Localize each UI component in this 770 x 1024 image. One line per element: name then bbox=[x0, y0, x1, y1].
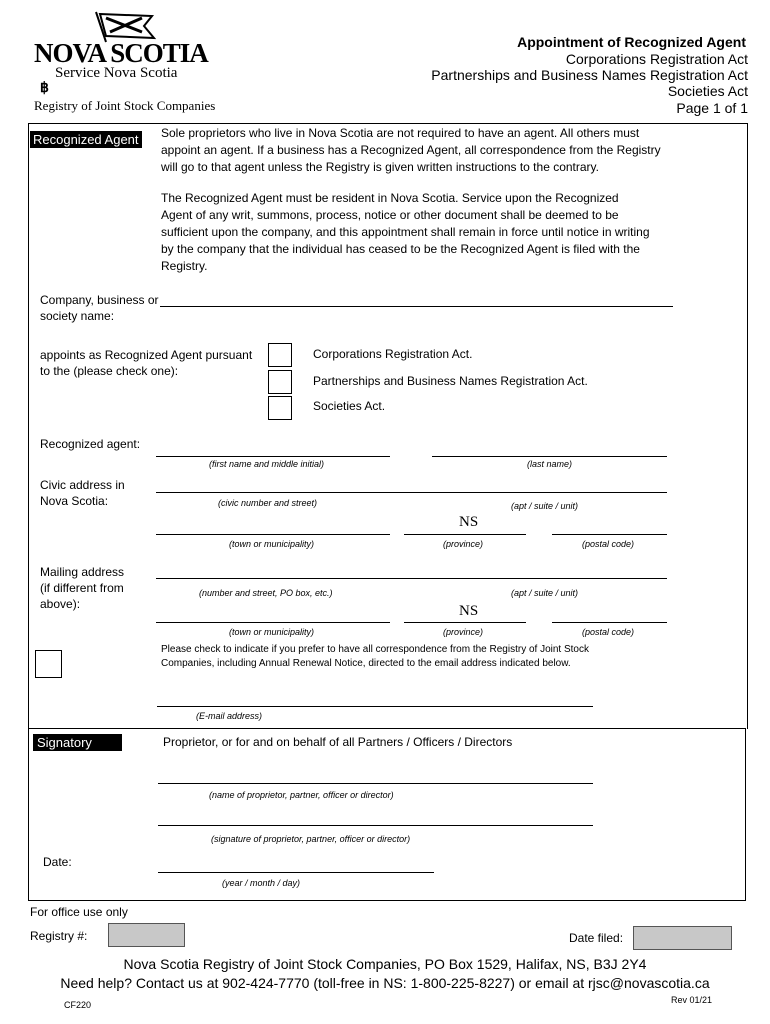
mailing-postal-caption: (postal code) bbox=[582, 627, 635, 637]
civic-town-input[interactable] bbox=[156, 534, 390, 535]
civic-province-input[interactable] bbox=[404, 534, 526, 535]
email-caption: (E-mail address) bbox=[196, 711, 263, 721]
date-input[interactable] bbox=[158, 872, 434, 873]
mailing-town-caption: (town or municipality) bbox=[229, 627, 315, 637]
signatory-signature-input[interactable] bbox=[158, 825, 593, 826]
recognized-agent-label: Recognized agent: bbox=[40, 437, 141, 451]
first-name-caption: (first name and middle initial) bbox=[209, 459, 325, 469]
logo-text: NOVA SCOTIA bbox=[34, 38, 208, 68]
signatory-section-border bbox=[28, 728, 746, 901]
civic-town-caption: (town or municipality) bbox=[229, 539, 315, 549]
date-label: Date: bbox=[43, 855, 72, 869]
mailing-province-input[interactable] bbox=[404, 622, 526, 623]
civic-province-value: NS bbox=[459, 514, 479, 530]
civic-address-label: Civic address in Nova Scotia: bbox=[40, 478, 125, 508]
civic-apt-caption: (apt / suite / unit) bbox=[511, 501, 579, 511]
mailing-apt-caption: (apt / suite / unit) bbox=[511, 588, 579, 598]
date-filed-field bbox=[633, 926, 732, 950]
agent-intro-paragraph: Sole proprietors who live in Nova Scotia are not required to have an agent. All others must appoint an agent. If a business has a Recognized Agent, all correspondence from the Registry will go to that agent unless the Registry is given written instructions to the contrary. bbox=[161, 126, 661, 174]
last-name-caption: (last name) bbox=[527, 459, 573, 469]
first-name-input[interactable] bbox=[156, 456, 390, 457]
agent-residency-paragraph: The Recognized Agent must be resident in Nova Scotia. Service upon the Recognized Agent of any writ, summons, process, notice or other document shall be deemed to be sufficient upon the company, and this appointment shall remain in force until notice in writing by the company that the individual has ceased to be the Recognized Agent is filed with the Registry. bbox=[161, 191, 650, 273]
checkbox-societies[interactable] bbox=[268, 396, 292, 420]
footer-help: Need help? Contact us at 902-424-7770 (toll-free in NS: 1-800-225-8227) or email at rjsc@novascotia.ca bbox=[60, 975, 710, 991]
office-use-title: For office use only bbox=[30, 905, 128, 919]
act-1: Corporations Registration Act bbox=[565, 51, 748, 67]
act-3: Societies Act bbox=[667, 83, 748, 99]
signatory-signature-caption: (signature of proprietor, partner, officer or director) bbox=[211, 834, 411, 844]
mailing-postal-input[interactable] bbox=[552, 622, 667, 623]
service-name: Service Nova Scotia bbox=[55, 65, 178, 81]
email-input[interactable] bbox=[157, 706, 593, 707]
civic-postal-caption: (postal code) bbox=[582, 539, 635, 549]
date-filed-label: Date filed: bbox=[569, 931, 624, 945]
mailing-province-caption: (province) bbox=[443, 627, 484, 637]
page-number: Page 1 of 1 bbox=[676, 100, 748, 116]
civic-street-caption: (civic number and street) bbox=[218, 498, 318, 508]
email-preference-checkbox[interactable] bbox=[35, 650, 62, 678]
appoints-label: appoints as Recognized Agent pursuant to the (please check one): bbox=[40, 348, 253, 378]
registry-number-field bbox=[108, 923, 185, 947]
last-name-input[interactable] bbox=[432, 456, 667, 457]
civic-street-input[interactable] bbox=[156, 492, 667, 493]
civic-province-caption: (province) bbox=[443, 539, 484, 549]
email-preference-text: Please check to indicate if you prefer to have all correspondence from the Registry of Joint Stock Companies, including Annual Renewal Notice, directed to the email address indicated below. bbox=[161, 644, 589, 669]
mailing-address-label: Mailing address (if different from above): bbox=[40, 565, 125, 611]
option-partnerships: Partnerships and Business Names Registration Act. bbox=[313, 374, 588, 388]
footer-address: Nova Scotia Registry of Joint Stock Companies, PO Box 1529, Halifax, NS, B3J 2Y4 bbox=[123, 956, 647, 972]
mailing-province-value: NS bbox=[459, 603, 479, 619]
mailing-street-caption: (number and street, PO box, etc.) bbox=[199, 588, 333, 598]
mailing-town-input[interactable] bbox=[156, 622, 390, 623]
date-caption: (year / month / day) bbox=[222, 878, 301, 888]
form-code: CF220 bbox=[64, 1000, 92, 1010]
form-title: Appointment of Recognized Agent bbox=[517, 34, 746, 50]
checkbox-partnerships[interactable] bbox=[268, 370, 292, 394]
signatory-heading: Proprietor, or for and on behalf of all Partners / Officers / Directors bbox=[163, 735, 513, 749]
company-name-input[interactable] bbox=[160, 306, 673, 307]
registry-glyph: ฿ bbox=[40, 81, 49, 96]
mailing-street-input[interactable] bbox=[156, 578, 667, 579]
checkbox-corporations[interactable] bbox=[268, 343, 292, 367]
agent-section-tag: Recognized Agent bbox=[30, 131, 142, 148]
revision: Rev 01/21 bbox=[670, 995, 712, 1005]
civic-postal-input[interactable] bbox=[552, 534, 667, 535]
signatory-tag: Signatory bbox=[33, 734, 122, 751]
registry-name: Registry of Joint Stock Companies bbox=[34, 98, 216, 113]
company-name-label: Company, business or society name: bbox=[40, 293, 159, 323]
option-corporations: Corporations Registration Act. bbox=[313, 347, 473, 361]
registry-number-label: Registry #: bbox=[30, 929, 88, 943]
signatory-name-caption: (name of proprietor, partner, officer or director) bbox=[209, 790, 394, 800]
option-societies: Societies Act. bbox=[313, 399, 386, 413]
act-2: Partnerships and Business Names Registration Act bbox=[431, 67, 748, 83]
signatory-name-input[interactable] bbox=[158, 783, 593, 784]
